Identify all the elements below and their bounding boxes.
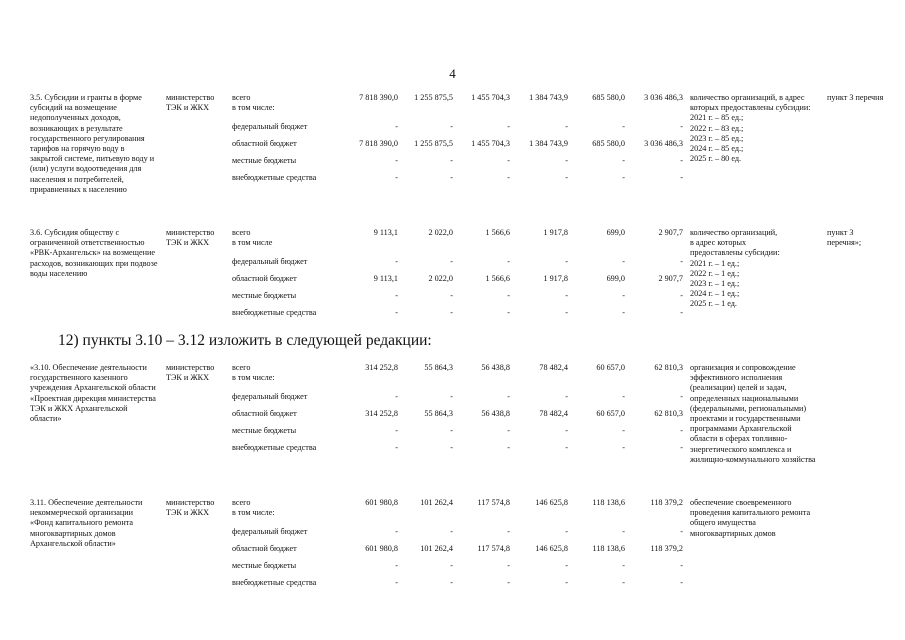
funding-source-label: федеральный бюджет <box>232 392 308 401</box>
amount-cell: 62 810,3 <box>654 409 683 418</box>
amount-cell: - <box>395 443 398 452</box>
amount-cell: 118 138,6 <box>592 498 625 507</box>
amount-cell: - <box>395 308 398 317</box>
amount-cell: - <box>450 426 453 435</box>
funding-source-label: всего в том числе: <box>232 93 275 113</box>
amount-cell: - <box>680 308 683 317</box>
amount-cell: 56 438,8 <box>481 363 510 372</box>
amount-cell: - <box>450 578 453 587</box>
amount-cell: 2 022,0 <box>428 228 453 237</box>
amount-cell: - <box>565 257 568 266</box>
row-result: организация и сопровождение эффективного исполнения (реализации) целей и задач, определенных национальными (федеральными, региональными) проектами и государственными программами Архангельской области в сферах топливно-энергетического комплекса и жилищно-коммунального хозяйства <box>690 363 816 464</box>
amount-cell: - <box>450 291 453 300</box>
amount-cell: - <box>507 561 510 570</box>
amount-cell: 146 625,8 <box>535 498 568 507</box>
amount-cell: 55 864,3 <box>424 409 453 418</box>
row-executor: министерство ТЭК и ЖКХ <box>166 498 215 518</box>
amount-cell: - <box>680 527 683 536</box>
amount-cell: - <box>622 443 625 452</box>
amount-cell: 118 379,2 <box>650 498 683 507</box>
amount-cell: - <box>450 122 453 131</box>
amount-cell: 601 980,8 <box>365 544 398 553</box>
funding-source-label: областной бюджет <box>232 139 297 148</box>
amount-cell: - <box>680 426 683 435</box>
funding-source-label: всего в том числе: <box>232 363 275 383</box>
amount-cell: - <box>622 426 625 435</box>
page-number: 4 <box>449 66 456 81</box>
amount-cell: 314 252,8 <box>365 363 398 372</box>
funding-source-label: областной бюджет <box>232 544 297 553</box>
amount-cell: 146 625,8 <box>535 544 568 553</box>
amount-cell: 1 384 743,9 <box>529 139 568 148</box>
amount-cell: - <box>622 173 625 182</box>
amount-cell: 101 262,4 <box>420 544 453 553</box>
amount-cell: 1 255 875,5 <box>414 93 453 102</box>
row-reference: пункт 3 перечня»; <box>827 228 862 248</box>
amount-cell: - <box>680 156 683 165</box>
amount-cell: 78 482,4 <box>539 409 568 418</box>
amount-cell: - <box>395 527 398 536</box>
amount-cell: - <box>507 392 510 401</box>
amount-cell: 699,0 <box>606 228 625 237</box>
amount-cell: - <box>450 156 453 165</box>
funding-source-label: областной бюджет <box>232 274 297 283</box>
amount-cell: - <box>622 561 625 570</box>
row-result: количество организаций, в адрес которых предоставлены субсидии: 2021 г. – 1 ед.; 2022 г. – 1 ед.; 2023 г. – 1 ед.; 2024 г. – 1 ед.; 2025 г. – 1 ед. <box>690 228 780 309</box>
amount-cell: - <box>680 578 683 587</box>
amount-cell: - <box>507 578 510 587</box>
amount-cell: - <box>450 308 453 317</box>
funding-source-label: федеральный бюджет <box>232 257 308 266</box>
amount-cell: 3 036 486,3 <box>644 93 683 102</box>
amount-cell: - <box>680 291 683 300</box>
amount-cell: - <box>680 443 683 452</box>
amount-cell: - <box>565 122 568 131</box>
amount-cell: - <box>395 122 398 131</box>
amount-cell: 60 657,0 <box>596 409 625 418</box>
amount-cell: - <box>395 561 398 570</box>
amount-cell: - <box>622 122 625 131</box>
amount-cell: - <box>565 392 568 401</box>
amount-cell: - <box>395 426 398 435</box>
funding-source-label: всего в том числе <box>232 228 273 248</box>
amount-cell: - <box>565 527 568 536</box>
amount-cell: 1 917,8 <box>543 228 568 237</box>
amount-cell: - <box>450 257 453 266</box>
row-description: 3.6. Субсидия обществу с ограниченной ответственностью «РВК-Архангельск» на возмещение расходов, возникающих при подвозе воды населению <box>30 228 158 278</box>
amount-cell: - <box>507 443 510 452</box>
amount-cell: - <box>395 156 398 165</box>
amount-cell: 1 455 704,3 <box>471 93 510 102</box>
amount-cell: - <box>507 257 510 266</box>
amount-cell: - <box>450 561 453 570</box>
amount-cell: - <box>565 561 568 570</box>
amount-cell: - <box>565 578 568 587</box>
amount-cell: 101 262,4 <box>420 498 453 507</box>
amount-cell: - <box>450 392 453 401</box>
row-executor: министерство ТЭК и ЖКХ <box>166 228 215 248</box>
amount-cell: - <box>395 257 398 266</box>
amount-cell: - <box>395 291 398 300</box>
amount-cell: 118 138,6 <box>592 544 625 553</box>
funding-source-label: внебюджетные средства <box>232 578 317 587</box>
amount-cell: 2 907,7 <box>658 274 683 283</box>
amount-cell: - <box>680 173 683 182</box>
amount-cell: - <box>450 527 453 536</box>
amount-cell: 9 113,1 <box>373 228 398 237</box>
row-result: обеспечение своевременного проведения капитального ремонта общего имущества многоквартирных домов <box>690 498 811 538</box>
amount-cell: - <box>507 173 510 182</box>
amount-cell: - <box>450 173 453 182</box>
funding-source-label: областной бюджет <box>232 409 297 418</box>
amount-cell: 56 438,8 <box>481 409 510 418</box>
amount-cell: - <box>622 392 625 401</box>
funding-source-label: внебюджетные средства <box>232 173 317 182</box>
amount-cell: - <box>622 527 625 536</box>
row-description: «3.10. Обеспечение деятельности государственного казенного учреждения Архангельской области «Проектная дирекция министерства ТЭК и ЖКХ Архангельской области» <box>30 363 156 424</box>
amount-cell: - <box>565 308 568 317</box>
funding-source-label: всего в том числе: <box>232 498 275 518</box>
amount-cell: - <box>565 156 568 165</box>
amount-cell: - <box>507 527 510 536</box>
amount-cell: - <box>565 173 568 182</box>
amount-cell: - <box>622 291 625 300</box>
amount-cell: 62 810,3 <box>654 363 683 372</box>
funding-source-label: внебюджетные средства <box>232 308 317 317</box>
amount-cell: 685 580,0 <box>592 139 625 148</box>
amount-cell: - <box>680 561 683 570</box>
amount-cell: - <box>622 257 625 266</box>
amount-cell: - <box>622 308 625 317</box>
amount-cell: 9 113,1 <box>373 274 398 283</box>
amount-cell: - <box>507 291 510 300</box>
amount-cell: 1 566,6 <box>485 274 510 283</box>
amount-cell: 1 566,6 <box>485 228 510 237</box>
amount-cell: 60 657,0 <box>596 363 625 372</box>
amount-cell: - <box>395 578 398 587</box>
amount-cell: 699,0 <box>606 274 625 283</box>
amount-cell: - <box>565 443 568 452</box>
amount-cell: 1 917,8 <box>543 274 568 283</box>
funding-source-label: местные бюджеты <box>232 291 297 300</box>
funding-source-label: местные бюджеты <box>232 156 297 165</box>
amount-cell: - <box>622 156 625 165</box>
amount-cell: - <box>507 156 510 165</box>
amount-cell: 601 980,8 <box>365 498 398 507</box>
amount-cell: - <box>680 122 683 131</box>
funding-source-label: федеральный бюджет <box>232 122 308 131</box>
amount-cell: - <box>395 173 398 182</box>
amount-cell: - <box>565 291 568 300</box>
section-heading: 12) пункты 3.10 – 3.12 изложить в следующей редакции: <box>58 332 432 349</box>
amount-cell: - <box>395 392 398 401</box>
amount-cell: 314 252,8 <box>365 409 398 418</box>
amount-cell: - <box>622 578 625 587</box>
row-executor: министерство ТЭК и ЖКХ <box>166 363 215 383</box>
amount-cell: - <box>507 308 510 317</box>
amount-cell: 7 818 390,0 <box>359 93 398 102</box>
funding-source-label: местные бюджеты <box>232 561 297 570</box>
row-reference: пункт 3 перечня <box>827 93 884 102</box>
funding-source-label: внебюджетные средства <box>232 443 317 452</box>
amount-cell: 78 482,4 <box>539 363 568 372</box>
funding-source-label: местные бюджеты <box>232 426 297 435</box>
amount-cell: 3 036 486,3 <box>644 139 683 148</box>
amount-cell: 7 818 390,0 <box>359 139 398 148</box>
funding-source-label: федеральный бюджет <box>232 527 308 536</box>
amount-cell: - <box>507 122 510 131</box>
amount-cell: - <box>680 392 683 401</box>
row-result: количество организаций, в адрес которых предоставлены субсидии: 2021 г. – 85 ед.; 2022 г. – 83 ед.; 2023 г. – 85 ед.; 2024 г. – 85 ед.; 2025 г. – 80 ед. <box>690 93 811 164</box>
amount-cell: - <box>565 426 568 435</box>
amount-cell: 118 379,2 <box>650 544 683 553</box>
row-description: 3.11. Обеспечение деятельности некоммерческой организации «Фонд капитального ремонта многоквартирных домов Архангельской области» <box>30 498 143 548</box>
amount-cell: 1 384 743,9 <box>529 93 568 102</box>
amount-cell: 55 864,3 <box>424 363 453 372</box>
amount-cell: 1 255 875,5 <box>414 139 453 148</box>
row-description: 3.5. Субсидии и гранты в форме субсидий на возмещение недополученных доходов, возникающих в результате государственного регулирования тарифов на горячую воду в закрытой системе, питьевую воду и (или) услуги водоотведения для населения и потребителей, приравненных к населению <box>30 93 155 194</box>
amount-cell: 685 580,0 <box>592 93 625 102</box>
row-executor: министерство ТЭК и ЖКХ <box>166 93 215 113</box>
amount-cell: 117 574,8 <box>477 498 510 507</box>
amount-cell: 2 022,0 <box>428 274 453 283</box>
amount-cell: - <box>450 443 453 452</box>
amount-cell: 117 574,8 <box>477 544 510 553</box>
amount-cell: - <box>507 426 510 435</box>
amount-cell: 2 907,7 <box>658 228 683 237</box>
amount-cell: 1 455 704,3 <box>471 139 510 148</box>
amount-cell: - <box>680 257 683 266</box>
